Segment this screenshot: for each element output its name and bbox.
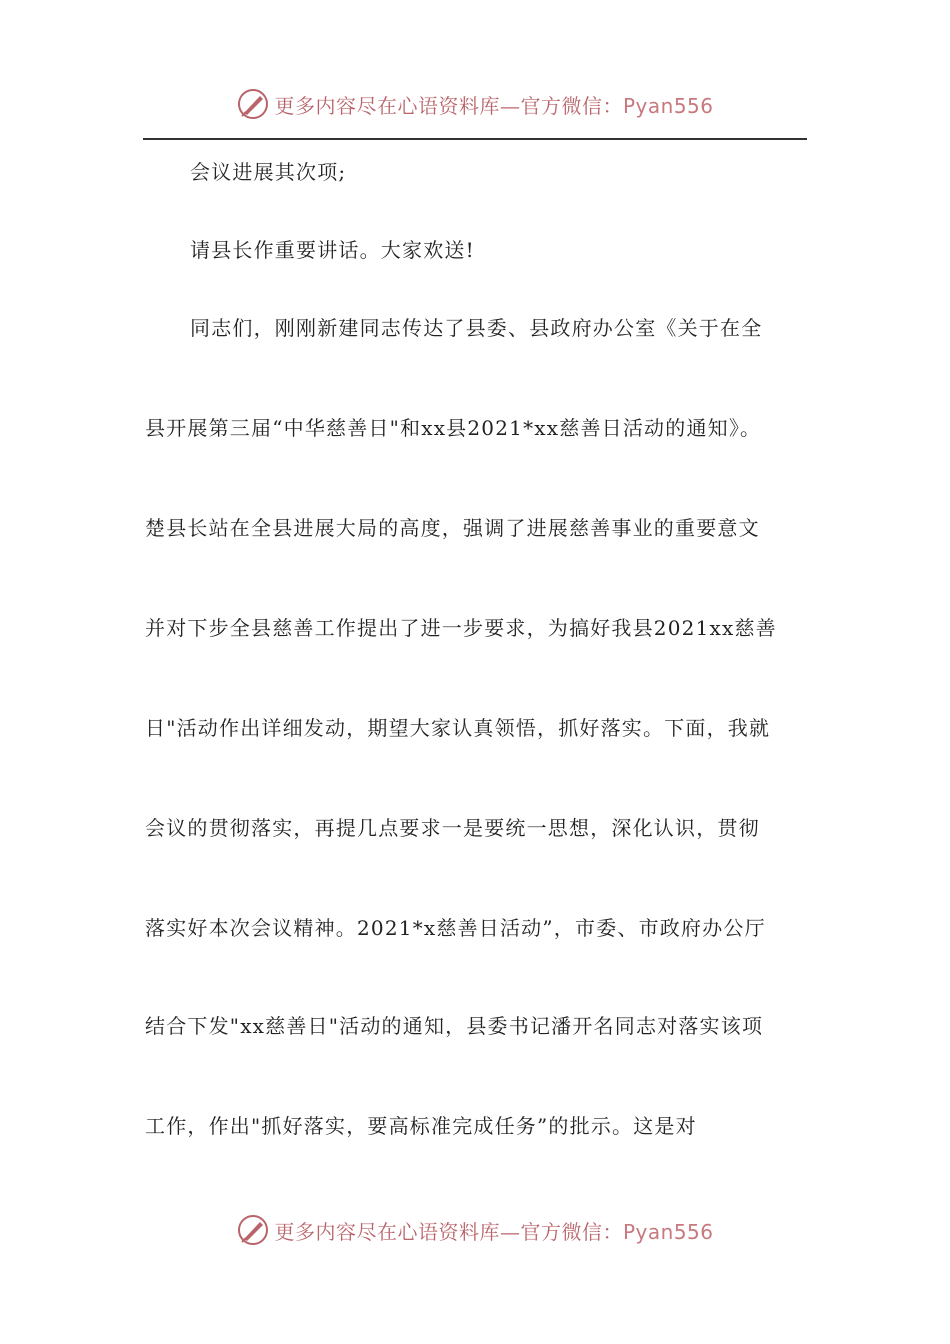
header-banner-text: 更多内容尽在心语资料库—官方微信：Pyan556 [274,93,714,118]
body-line: 结合下发"xx慈善日"活动的通知，县委书记潘开名同志对落实该项 [145,1014,764,1038]
quill-logo-icon [236,1213,270,1247]
body-line: 落实好本次会议精神。2021*x慈善日活动”，市委、市政府办公厅 [145,916,766,940]
body-line: 县开展第三届“中华慈善日"和xx县2021*xx慈善日活动的通知》。 [145,416,762,440]
body-line: 请县长作重要讲话。大家欢送! [190,238,475,262]
body-line: 日"活动作出详细发动，期望大家认真领悟，抓好落实。下面，我就 [145,716,771,740]
footer-wechat-handle: Pyan556 [622,1219,714,1244]
header-wechat-handle: Pyan556 [622,93,714,118]
body-line: 会议进展其次项; [190,160,347,184]
footer-banner-text: 更多内容尽在心语资料库—官方微信：Pyan556 [274,1219,714,1244]
body-line: 同志们，刚刚新建同志传达了县委、县政府办公室《关于在全 [190,316,763,340]
quill-logo-icon [236,87,270,121]
body-line: 工作，作出"抓好落实，要高标准完成任务”的批示。这是对 [145,1114,697,1138]
header-banner [0,84,950,124]
body-line: 楚县长站在全县进展大局的高度，强调了进展慈善事业的重要意文 [145,516,760,540]
body-line: 并对下步全县慈善工作提出了进一步要求，为搞好我县2021xx慈善 [145,616,777,640]
footer-banner [0,1210,950,1250]
body-line: 会议的贯彻落实，再提几点要求一是要统一思想，深化认识，贯彻 [145,816,760,840]
header-divider [143,138,807,140]
